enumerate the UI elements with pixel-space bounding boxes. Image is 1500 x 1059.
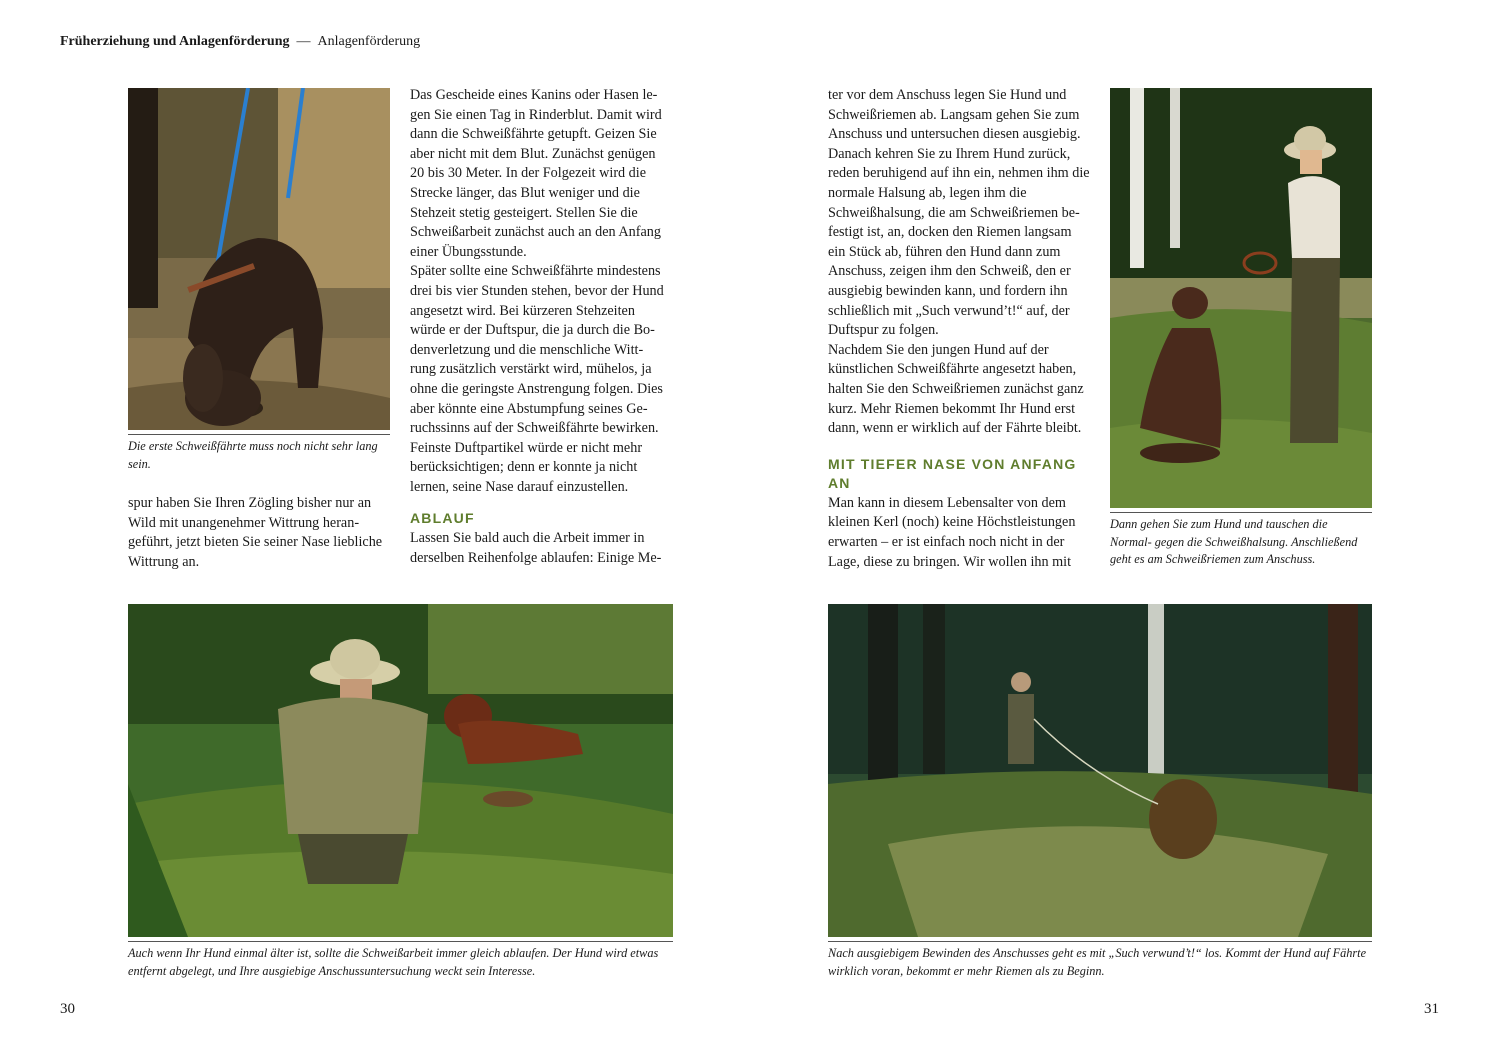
paragraph: Man kann in diesem Lebensalter von dem kleinen Kerl (noch) keine Höchstleistungen erwarten – er ist einfach noch nicht in der Lage, diese zu bringen. Wir wollen ihn mit — [828, 494, 1076, 570]
page-number-right: 31 — [1424, 1001, 1439, 1017]
left-col2-text — [410, 86, 672, 568]
photo2-caption: Auch wenn Ihr Hund einmal älter ist, sollte die Schweißarbeit immer gleich ablaufen. Der Hund wird etwas entfernt abgelegt, und Ihre ausgiebige Anschussuntersuchung weckt sein Interesse. — [128, 941, 673, 980]
photo-puppy-sniffing — [128, 88, 390, 430]
paragraph: Lassen Sie bald auch die Arbeit immer in derselben Reihenfolge ablaufen: Einige Me- — [410, 530, 662, 566]
left-col1-text — [128, 494, 390, 572]
paragraph: Das Gescheide eines Kanins oder Hasen le- gen Sie einen Tag in Rinderblut. Damit wird dann die Schweißfährte getupft. Geizen Sie aber nicht mit dem Blut. Zunächst genügen 20 bis 30 Meter. In der Folgezeit wird die Strecke länger, das Blut weniger und die Stehzeit stetig gesteigert. Stellen Sie die Schweißarbeit zunächst auch an den Anfang einer Übungsstunde. — [410, 87, 662, 260]
paragraph: spur haben Sie Ihren Zögling bisher nur an Wild mit unangenehmer Wittrung heran- geführt, jetzt bieten Sie seiner Nase liebliche Wittrung an. — [128, 495, 383, 570]
subhead-ablauf: ABLAUF — [410, 510, 475, 527]
right-col1-text — [828, 86, 1090, 572]
page-number-left: 30 — [60, 1001, 75, 1017]
photo-woman-with-dog — [1110, 88, 1372, 508]
running-head — [60, 34, 420, 50]
photo4-caption: Nach ausgiebigem Bewinden des Anschusses geht es mit „Such verwund’t!“ los. Kommt der Hund auf Fährte wirklich voran, bekommt er mehr Riemen als zu Beginn. — [828, 941, 1372, 980]
photo-forest-tracking — [828, 604, 1372, 937]
photo3-caption: Dann gehen Sie zum Hund und tauschen die Normal- gegen die Schweißhalsung. Anschließend geht es am Schweißriemen zum Anschuss. — [1110, 512, 1372, 569]
chapter-title: Früherziehung und Anlagenförderung — [60, 34, 290, 49]
header-separator: — — [296, 34, 311, 49]
paragraph: ter vor dem Anschuss legen Sie Hund und Schweißriemen ab. Langsam gehen Sie zum Anschuss und untersuchen diesen ausgiebig. Danach kehren Sie zu Ihrem Hund zurück, reden beruhigend auf ihn ein, nehmen ihm die normale Halsung ab, legen ihm die Schweißhalsung, die am Schweißriemen be- festigt ist, an, docken den Riemen langsam ein Stück ab, führen den Hund dann zum Anschuss, zeigen ihm den Schweiß, den er ausgiebig bewinden kann, und fordern ihn schließlich mit „Such verwund’t!“ auf, der Duftspur zu folgen. — [828, 87, 1090, 339]
section-title: Anlagenförderung — [317, 34, 421, 49]
subhead-tiefe-nase: MIT TIEFER NASE VON ANFANG AN — [828, 455, 1077, 492]
paragraph: Später sollte eine Schweißfährte mindestens drei bis vier Stunden stehen, bevor der Hund angesetzt wird. Bei kürzeren Stehzeiten würde er der Duftspur, die ja durch die Bo- denverletzung und die menschliche Witt- rung zusätzlich verstärkt wird, mühelos, ja ohne die geringste Anstrengung folgen. Dies aber könnte eine Abstumpfung seines Ge- ruchssinns auf der Schweißfährte bewirken. Feinste Duftpartikel würde er nicht mehr berücksichtigen; denn er konnte ja nicht lernen, seine Nase darauf einzustellen. — [410, 263, 664, 495]
photo-hunter-and-dog — [128, 604, 673, 937]
photo1-caption: Die erste Schweißfährte muss noch nicht sehr lang sein. — [128, 434, 390, 473]
paragraph: Nachdem Sie den jungen Hund auf der künstlichen Schweißfährte angesetzt haben, halten Sie den Schweißriemen zunächst ganz kurz. Mehr Riemen bekommt Ihr Hund erst dann, wenn er wirklich auf der Fährte bleibt. — [828, 341, 1084, 437]
